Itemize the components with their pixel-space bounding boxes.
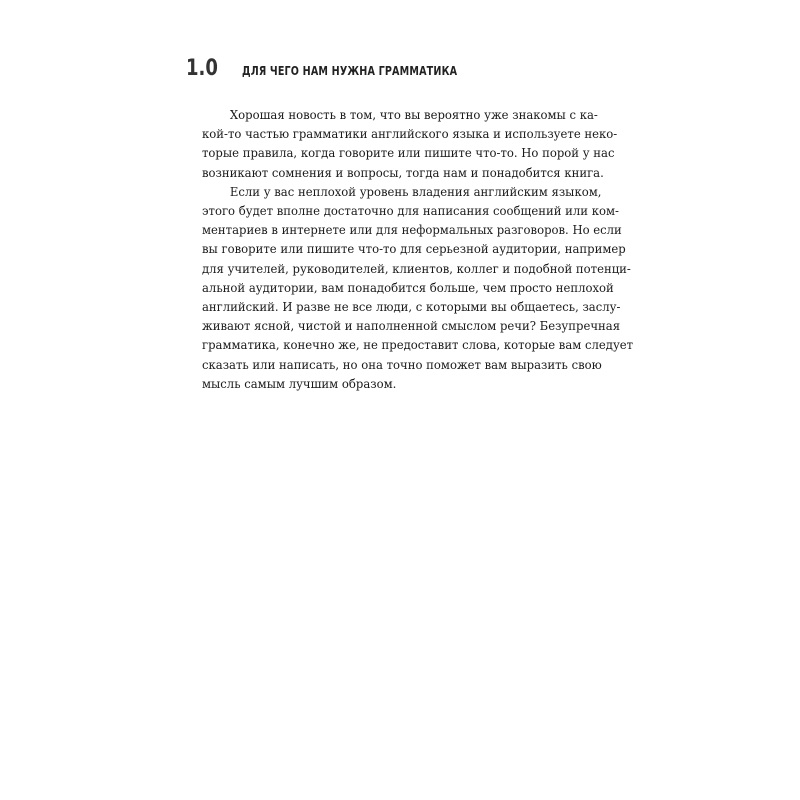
chapter-title: ДЛЯ ЧЕГО НАМ НУЖНА ГРАММАТИКА xyxy=(242,64,458,78)
text-line: ментариев в интернете или для неформальных разговоров. Но если xyxy=(202,222,622,238)
body-text xyxy=(202,105,634,393)
text-line: вы говорите или пишите что-то для серьезной аудитории, например xyxy=(202,241,626,257)
chapter-number: 1.0 xyxy=(186,56,218,81)
text-line: мысль самым лучшим образом. xyxy=(202,375,397,391)
paragraph-2 xyxy=(202,182,634,393)
text-line: торые правила, когда говорите или пишите что-то. Но порой у нас xyxy=(202,145,615,161)
text-line: живают ясной, чистой и наполненной смыслом речи? Безупречная xyxy=(202,318,621,334)
text-line: грамматика, конечно же, не предоставит слова, которые вам следует xyxy=(202,337,634,353)
chapter-header xyxy=(186,56,511,81)
text-line: альной аудитории, вам понадобится больше, чем просто неплохой xyxy=(202,279,614,295)
text-line: кой-то частью грамматики английского языка и используете неко- xyxy=(202,126,618,142)
text-line: возникают сомнения и вопросы, тогда нам и понадобится книга. xyxy=(202,164,604,180)
paragraph-1 xyxy=(202,105,622,182)
text-line: Хорошая новость в том, что вы вероятно уже знакомы с ка- xyxy=(229,107,598,122)
text-line: Если у вас неплохой уровень владения английским языком, xyxy=(229,183,602,199)
text-line: сказать или написать, но она точно поможет вам выразить свою xyxy=(202,356,602,372)
text-line: английский. И разве не все люди, с которыми вы общаетесь, заслу- xyxy=(202,299,621,315)
text-line: для учителей, руководителей, клиентов, коллег и подобной потенци- xyxy=(202,260,631,276)
text-line: этого будет вполне достаточно для написания сообщений или ком- xyxy=(202,203,619,219)
